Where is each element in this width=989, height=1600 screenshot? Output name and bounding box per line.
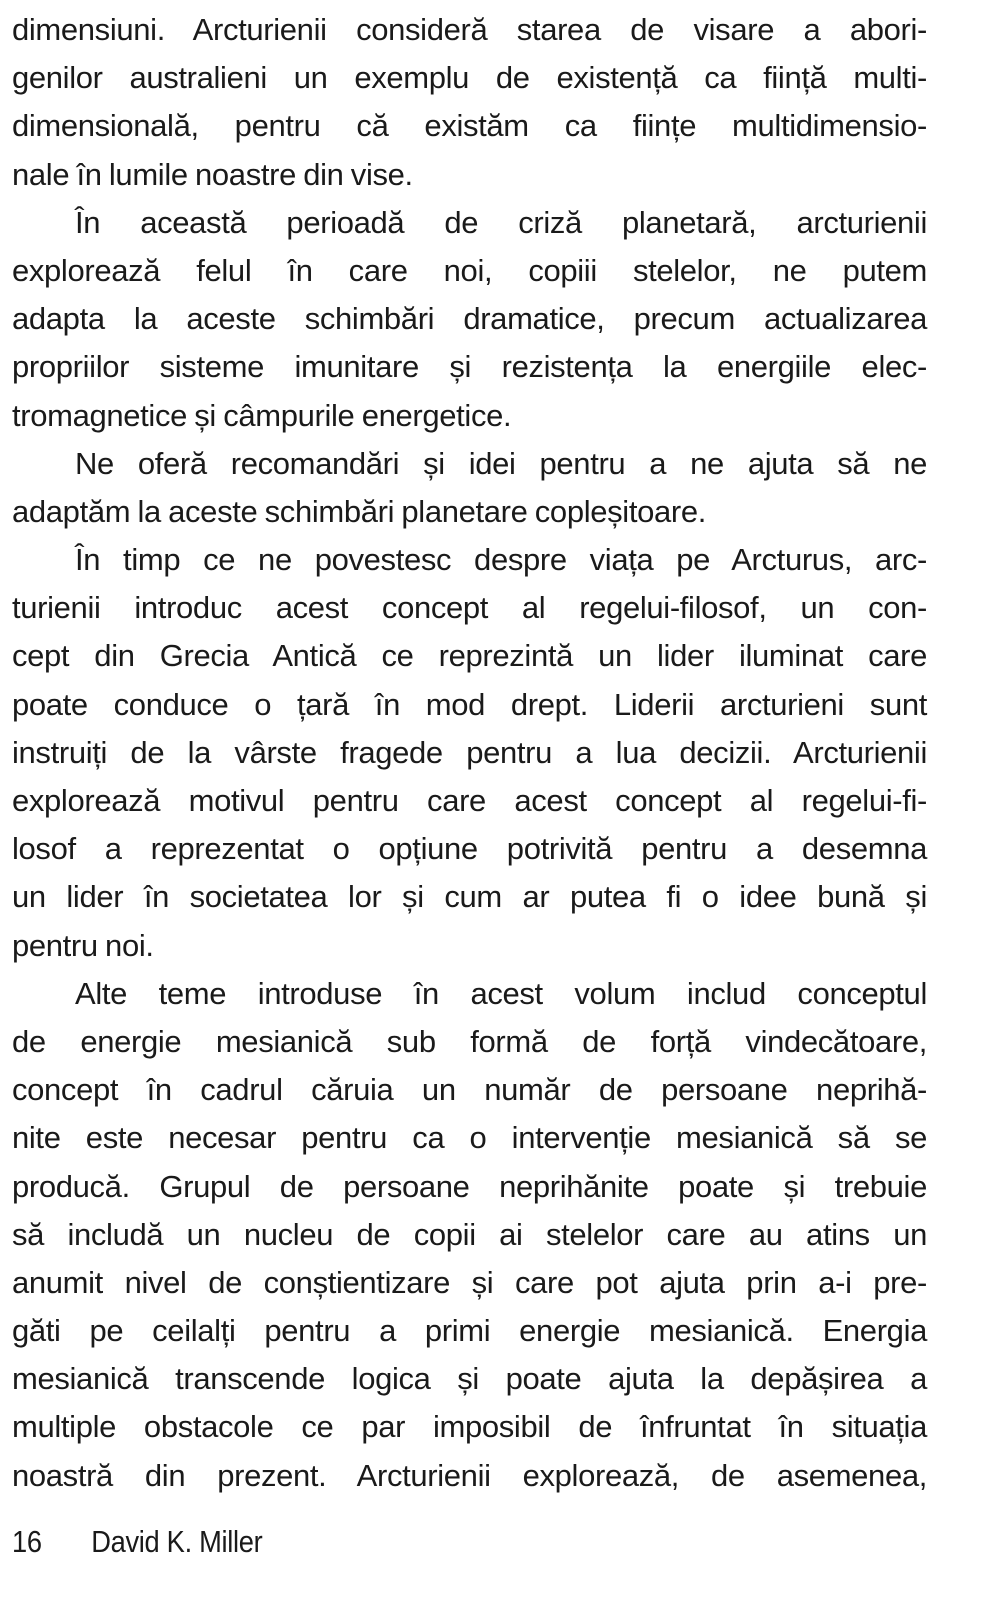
text-line: nale în lumile noastre din vise. — [12, 156, 413, 192]
page-number: 16 — [12, 1524, 42, 1559]
paragraph-first-line: În această perioadă de criză planetară, arcturienii — [75, 204, 927, 240]
text-line: un lider în societatea lor și cum ar putea fi o idee bună și — [12, 879, 927, 915]
text-line: dimensiuni. Arcturienii consideră starea de visare a abori- — [12, 12, 927, 47]
text-line: cept din Grecia Antică ce reprezintă un lider iluminat care — [12, 638, 927, 674]
text-line: să includă un nucleu de copii ai stelelor care au atins un — [12, 1216, 927, 1252]
page-footer — [12, 1520, 262, 1564]
text-line: anumit nivel de conștientizare și care pot ajuta prin a-i pre- — [12, 1264, 927, 1300]
text-line: găti pe ceilalți pentru a primi energie mesianică. Energia — [12, 1313, 927, 1349]
text-line: adaptăm la aceste schimbări planetare copleșitoare. — [12, 493, 706, 529]
text-line: multiple obstacole ce par imposibil de înfruntat în situația — [12, 1409, 927, 1445]
text-line: producă. Grupul de persoane neprihănite poate și trebuie — [12, 1168, 927, 1204]
text-line: losof a reprezentat o opțiune potrivită pentru a desemna — [12, 831, 927, 867]
page-body — [12, 6, 927, 1500]
text-line: noastră din prezent. Arcturienii explorează, de asemenea, — [12, 1457, 927, 1493]
text-line: explorează motivul pentru care acest concept al regelui-fi- — [12, 783, 927, 818]
paragraph-first-line: În timp ce ne povestesc despre viața pe Arcturus, arc- — [75, 542, 927, 578]
text-line: nite este necesar pentru ca o intervenție mesianică să se — [12, 1120, 927, 1156]
text-line: concept în cadrul căruia un număr de persoane neprihă- — [12, 1072, 927, 1108]
text-line: mesianică transcende logica și poate ajuta la depășirea a — [12, 1361, 927, 1397]
paragraph-first-line: Ne oferă recomandări și idei pentru a ne ajuta să ne — [75, 445, 927, 481]
text-line: poate conduce o țară în mod drept. Liderii arcturieni sunt — [12, 686, 927, 722]
text-line: genilor australieni un exemplu de existență ca ființă multi- — [12, 60, 927, 96]
text-line: adapta la aceste schimbări dramatice, precum actualizarea — [12, 301, 927, 337]
text-line: dimensională, pentru că existăm ca ființe multidimensio- — [12, 108, 927, 144]
text-line: instruiți de la vârste fragede pentru a lua decizii. Arcturienii — [12, 734, 927, 770]
text-line: de energie mesianică sub formă de forță vindecătoare, — [12, 1023, 927, 1059]
text-line: propriilor sisteme imunitare și rezistența la energiile elec- — [12, 349, 927, 385]
text-line: pentru noi. — [12, 927, 154, 963]
running-footer-author: David K. Miller — [91, 1524, 263, 1559]
text-line: turienii introduc acest concept al regelui-filosof, un con- — [12, 590, 927, 626]
text-line: tromagnetice și câmpurile energetice. — [12, 397, 512, 433]
paragraph-first-line: Alte teme introduse în acest volum includ conceptul — [75, 975, 927, 1011]
text-line: explorează felul în care noi, copiii stelelor, ne putem — [12, 252, 927, 288]
